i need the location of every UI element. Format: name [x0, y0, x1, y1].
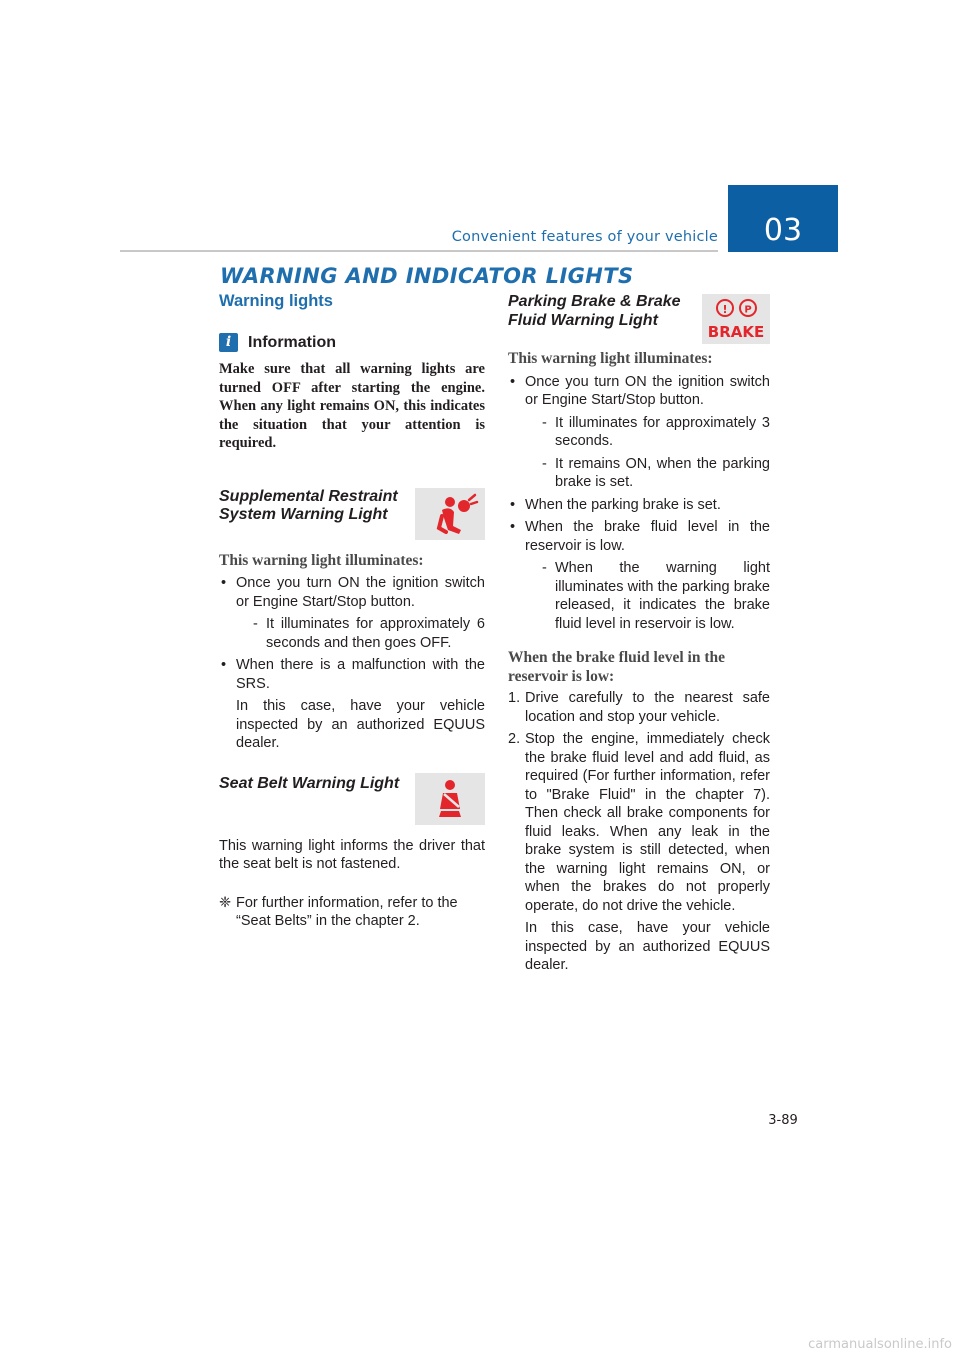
srs-bullet-1: • Once you turn ON the ignition switch or Engine Start/Stop button. [236, 575, 485, 610]
chapter-box [728, 185, 838, 252]
srs-title: Supplemental Restraint System Warning Light [219, 487, 398, 523]
srs-illuminates-head: This warning light illuminates: [219, 551, 424, 569]
brake-title: Parking Brake & Brake Fluid Warning Light [508, 293, 681, 329]
list-item [508, 496, 770, 515]
section-title: WARNING AND INDICATOR LIGHTS [220, 264, 634, 288]
brake-illuminates-head: This warning light illuminates: [508, 350, 713, 367]
watermark: carmanualsonline.info [808, 1337, 952, 1352]
information-heading [219, 333, 485, 352]
srs-bullet-1-sub: - It illuminates for approximately 6 seconds and then goes OFF. [236, 615, 485, 652]
brake-bullet-list [508, 373, 770, 634]
right-column [508, 290, 770, 979]
note-mark: ❈ [219, 894, 232, 911]
seat-belt-title: Seat Belt Warning Light [219, 774, 400, 792]
brake-icon-label: BRAKE [707, 323, 765, 341]
information-label: Information [248, 333, 336, 351]
header-title: Convenient features of your vehicle [451, 229, 718, 245]
srs-bullet-2: • When there is a malfunction with the SRS. [236, 657, 485, 692]
brake-bullet-1-sub-1: - It illuminates for approximately 3 seconds. [525, 414, 770, 451]
brake-bullet-3: • When the brake fluid level in the reservoir is low. [525, 519, 770, 554]
seat-belt-note-text: For further information, refer to the “Seat Belts” in the chapter 2. [236, 894, 458, 929]
srs-bullet-list [219, 574, 485, 753]
seat-belt-note [219, 894, 485, 931]
information-text: Make sure that all warning lights are turned OFF after starting the engine. When any light remains ON, this indicates the situation that your attention is required. [219, 361, 485, 451]
brake-bullet-3-sub: - When the warning light illuminates with the parking brake released, it indicates the brake fluid level in reservoir is low. [525, 559, 770, 633]
page-number: 3-89 [768, 1113, 798, 1128]
brake-bullet-1-sub-2: - It remains ON, when the parking brake is set. [525, 455, 770, 492]
step-number: 2. [508, 731, 521, 747]
srs-block [219, 488, 485, 543]
brake-warning-icon [702, 294, 770, 344]
list-item [508, 689, 770, 726]
low-fluid-head: When the brake fluid level in the reservoir is low: [508, 649, 726, 685]
seat-belt-warning-icon [415, 773, 485, 825]
airbag-warning-icon [415, 488, 485, 540]
seat-belt-text: This warning light informs the driver that the seat belt is not fastened. [219, 837, 485, 872]
brake-bullet-1: • Once you turn ON the ignition switch or Engine Start/Stop button. [525, 373, 770, 408]
warning-lights-subhead: Warning lights [219, 292, 333, 310]
list-item [508, 518, 770, 633]
svg-text:!: ! [722, 303, 728, 316]
step-number: 1. [508, 690, 521, 706]
header-rule [120, 250, 718, 252]
srs-bullet-2-para: In this case, have your vehicle inspected by an authorized EQUUS dealer. [236, 698, 485, 751]
left-column [219, 290, 485, 931]
brake-block [508, 290, 770, 345]
low-fluid-step-2: Stop the engine, immediately check the brake fluid level and add fluid, as required (For further information, refer to "Brake Fluid" in the chapter 7). Then check all brake components for fluid leaks. When any leak in the brake system is still detected, when the warning light remains ON, or when the brakes do not properly operate, do not drive the vehicle. [525, 731, 770, 914]
info-icon: i [219, 333, 238, 352]
list-item [219, 656, 485, 753]
list-item [508, 730, 770, 975]
brake-bullet-2: • When the parking brake is set. [525, 496, 721, 513]
low-fluid-steps [508, 689, 770, 975]
list-item [508, 373, 770, 492]
chapter-number: 03 [763, 213, 803, 248]
seat-belt-block [219, 773, 485, 828]
list-item [219, 574, 485, 652]
low-fluid-step-2-para: In this case, have your vehicle inspected by an authorized EQUUS dealer. [525, 920, 770, 973]
low-fluid-step-1: Drive carefully to the nearest safe location and stop your vehicle. [525, 690, 770, 725]
svg-text:P: P [744, 304, 752, 316]
